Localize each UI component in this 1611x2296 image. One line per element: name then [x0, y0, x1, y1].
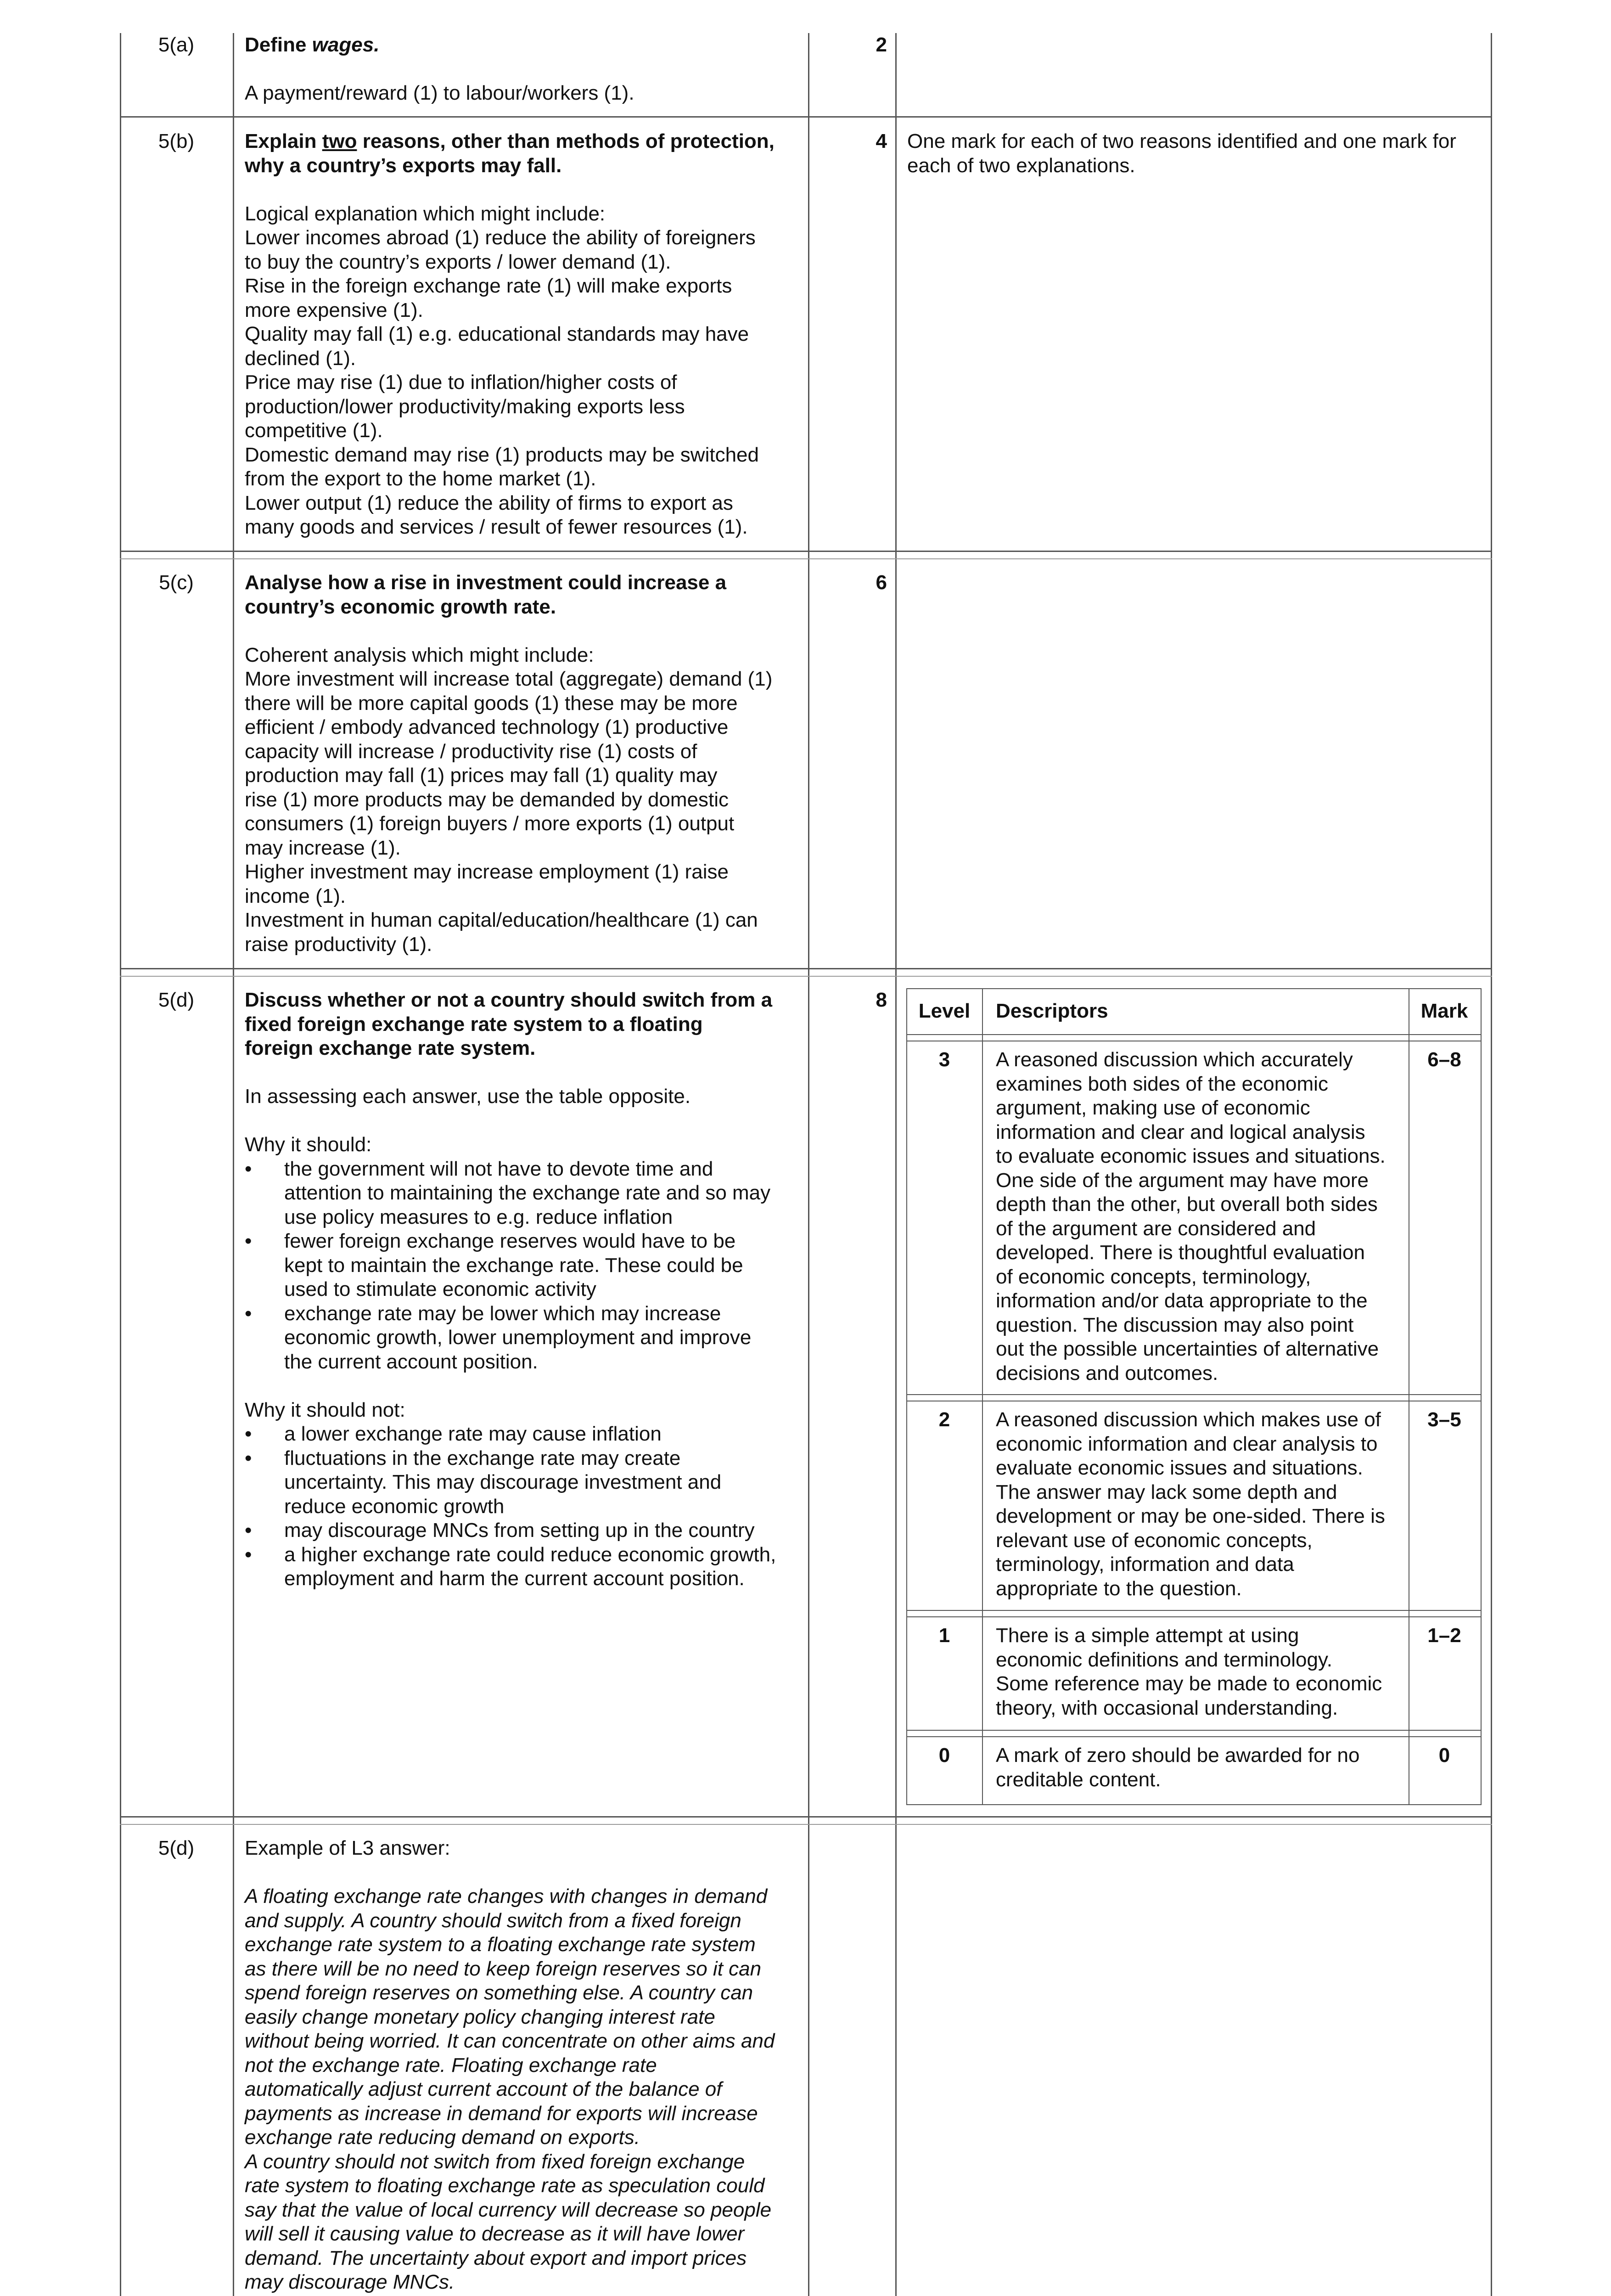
- descriptor-line: out the possible uncertainties of alternative: [996, 1338, 1379, 1360]
- bullet-text-line: use policy measures to e.g. reduce inflation: [284, 1205, 673, 1228]
- example-line: rate system to floating exchange rate as speculation could: [245, 2174, 765, 2197]
- level-number: 1: [938, 1624, 950, 1647]
- bullet-text-line: the government will not have to devote time and: [284, 1157, 713, 1180]
- bullet-text: [284, 1157, 770, 1230]
- answer-line: efficient / embody advanced technology (1) productive: [245, 716, 729, 738]
- question-5d-content: [245, 988, 800, 1591]
- why-should-list: [245, 1157, 800, 1374]
- example-line: payments as increase in demand for exports will increase: [245, 2102, 758, 2125]
- descriptor-line: of economic concepts, terminology,: [996, 1265, 1311, 1288]
- answer-line: more expensive (1).: [245, 298, 423, 321]
- marking-guidance: [907, 129, 1486, 178]
- levels-table-border: [1481, 988, 1482, 1805]
- row-divider: [120, 558, 1492, 559]
- bullet-item: [245, 1446, 800, 1519]
- row-divider: [120, 1816, 1492, 1818]
- descriptor-line: appropriate to the question.: [996, 1577, 1242, 1600]
- marks-value: 4: [876, 130, 887, 152]
- guidance-line: each of two explanations.: [907, 154, 1135, 177]
- levels-table-border: [906, 988, 1482, 989]
- example-answer-text: [245, 1885, 800, 2295]
- row-divider: [120, 551, 1492, 552]
- bullet-icon: •: [245, 1543, 252, 1566]
- bullet-icon: •: [245, 1157, 252, 1180]
- answer-line: from the export to the home market (1).: [245, 467, 596, 490]
- answer-intro: Logical explanation which might include:: [245, 202, 606, 225]
- descriptor-line: developed. There is thoughtful evaluation: [996, 1241, 1365, 1264]
- bullet-text-line: reduce economic growth: [284, 1495, 505, 1518]
- bullet-icon: •: [245, 1230, 252, 1252]
- why-should-heading: Why it should:: [245, 1133, 372, 1156]
- answer-line: Investment in human capital/education/healthcare (1) can: [245, 909, 758, 931]
- level-descriptor: [996, 1744, 1418, 1792]
- bullet-text: [284, 1519, 755, 1543]
- bullet-text-line: kept to maintain the exchange rate. These could be: [284, 1254, 743, 1277]
- answer-line: consumers (1) foreign buyers / more exports (1) output: [245, 812, 735, 835]
- question-text: [245, 988, 800, 1061]
- levels-table-border: [906, 1034, 1482, 1035]
- example-line: without being worried. It can concentrate on other aims and: [245, 2030, 775, 2052]
- level-mark-range: 3–5: [1427, 1408, 1461, 1431]
- question-line: Discuss whether or not a country should switch from a: [245, 989, 773, 1011]
- descriptor-line: Some reference may be made to economic: [996, 1672, 1382, 1695]
- question-text: Define wages.: [245, 34, 380, 56]
- column-divider: [808, 33, 809, 2296]
- answer-line: Lower output (1) reduce the ability of firms to export as: [245, 491, 733, 514]
- answer-line: Rise in the foreign exchange rate (1) will make exports: [245, 275, 732, 297]
- example-line: will sell it causing value to decrease as it will have lower: [245, 2223, 745, 2245]
- why-should-not-heading: Why it should not:: [245, 1398, 405, 1421]
- column-divider: [895, 33, 897, 2296]
- answer-lines: [245, 226, 800, 540]
- levels-table-border: [906, 1394, 1482, 1395]
- descriptor-line: The answer may lack some depth and: [996, 1480, 1337, 1503]
- example-line: demand. The uncertainty about export and import prices: [245, 2246, 747, 2269]
- example-line: A floating exchange rate changes with changes in demand: [245, 1885, 768, 1908]
- descriptor-line: development or may be one-sided. There is: [996, 1505, 1385, 1527]
- bullet-text-line: may discourage MNCs from setting up in the country: [284, 1519, 755, 1542]
- question-number: 5(d): [158, 1837, 195, 1859]
- answer-line: rise (1) more products may be demanded by domestic: [245, 788, 729, 811]
- levels-table-border: [906, 988, 907, 1805]
- answer-line: raise productivity (1).: [245, 933, 432, 956]
- bullet-text: [284, 1543, 776, 1591]
- answer-line: production/lower productivity/making exports less: [245, 395, 685, 418]
- descriptor-line: economic definitions and terminology.: [996, 1648, 1332, 1671]
- descriptor-line: evaluate economic issues and situations.: [996, 1457, 1363, 1479]
- bullet-text-line: exchange rate may be lower which may increase: [284, 1302, 721, 1325]
- levels-header-descriptors: Descriptors: [996, 1000, 1108, 1022]
- column-divider: [120, 33, 121, 2296]
- bullet-item: [245, 1302, 800, 1374]
- level-number: 2: [938, 1408, 950, 1431]
- bullet-icon: •: [245, 1302, 252, 1325]
- bullet-text-line: uncertainty. This may discourage investment and: [284, 1471, 722, 1493]
- levels-table-border: [906, 1736, 1482, 1737]
- question-5c-content: [245, 571, 800, 957]
- column-divider: [1491, 33, 1492, 2296]
- level-descriptor: [996, 1048, 1418, 1385]
- row-divider: [120, 1824, 1492, 1825]
- example-line: may discourage MNCs.: [245, 2271, 455, 2293]
- bullet-icon: •: [245, 1519, 252, 1542]
- levels-table-border: [906, 1610, 1482, 1611]
- question-5b-content: [245, 129, 800, 540]
- level-number: 0: [938, 1744, 950, 1767]
- question-line: fixed foreign exchange rate system to a floating: [245, 1013, 703, 1035]
- answer-line: there will be more capital goods (1) these may be more: [245, 692, 738, 715]
- why-should-not-list: [245, 1422, 800, 1591]
- answer-line: More investment will increase total (aggregate) demand (1): [245, 668, 773, 690]
- question-text: why a country’s exports may fall.: [245, 154, 562, 177]
- question-5a-content: [245, 33, 800, 106]
- row-divider: [120, 116, 1492, 118]
- descriptor-line: One side of the argument may have more: [996, 1169, 1369, 1192]
- level-mark-range: 1–2: [1427, 1624, 1461, 1647]
- levels-header-mark: Mark: [1420, 1000, 1468, 1022]
- descriptor-line: depth than the other, but overall both sides: [996, 1193, 1378, 1216]
- marks-value: 2: [876, 34, 887, 56]
- levels-table-border: [906, 1730, 1482, 1731]
- bullet-text-line: economic growth, lower unemployment and improve: [284, 1326, 752, 1349]
- levels-table-border: [982, 988, 983, 1805]
- level-descriptor: [996, 1408, 1418, 1601]
- bullet-text: [284, 1302, 751, 1374]
- descriptor-line: A reasoned discussion which accurately: [996, 1048, 1353, 1071]
- question-text: Explain two reasons, other than methods of protection,: [245, 130, 775, 152]
- bullet-icon: •: [245, 1446, 252, 1469]
- example-line: exchange rate system to a floating exchange rate system: [245, 1933, 756, 1956]
- answer-line: capacity will increase / productivity rise (1) costs of: [245, 740, 697, 763]
- question-number: 5(c): [159, 571, 194, 594]
- bullet-item: [245, 1543, 800, 1591]
- marks-value: 8: [876, 989, 887, 1011]
- bullet-item: [245, 1519, 800, 1543]
- example-line: say that the value of local currency will decrease so people: [245, 2198, 772, 2221]
- answer-intro: Coherent analysis which might include:: [245, 643, 594, 666]
- answer-line: competitive (1).: [245, 419, 383, 442]
- bullet-item: [245, 1422, 800, 1446]
- level-mark-range: 0: [1438, 1744, 1450, 1767]
- question-number: 5(b): [158, 130, 195, 152]
- bullet-text-line: the current account position.: [284, 1350, 538, 1373]
- example-line: exchange rate reducing demand on exports.: [245, 2126, 640, 2149]
- descriptor-line: examines both sides of the economic: [996, 1072, 1328, 1095]
- answer-line: may increase (1).: [245, 836, 401, 859]
- bullet-text-line: a lower exchange rate may cause inflation: [284, 1423, 662, 1445]
- row-divider: [120, 976, 1492, 977]
- descriptor-line: question. The discussion may also point: [996, 1313, 1354, 1336]
- column-divider: [233, 33, 234, 2296]
- descriptor-line: information and clear and logical analysis: [996, 1120, 1365, 1143]
- question-line: foreign exchange rate system.: [245, 1037, 536, 1059]
- descriptor-line: A reasoned discussion which makes use of: [996, 1408, 1381, 1431]
- bullet-text: [284, 1422, 662, 1446]
- descriptor-line: information and/or data appropriate to the: [996, 1289, 1368, 1312]
- descriptor-line: There is a simple attempt at using: [996, 1624, 1299, 1647]
- bullet-text-line: fewer foreign exchange reserves would have to be: [284, 1230, 736, 1252]
- question-line: Analyse how a rise in investment could increase a: [245, 571, 727, 594]
- bullet-text-line: employment and harm the current account position.: [284, 1567, 745, 1590]
- bullet-item: [245, 1229, 800, 1302]
- answer-line: Higher investment may increase employment (1) raise: [245, 861, 729, 883]
- levels-header-level: Level: [918, 1000, 971, 1022]
- answer-line: declined (1).: [245, 347, 356, 370]
- row-divider: [120, 968, 1492, 969]
- example-line: A country should not switch from fixed foreign exchange: [245, 2150, 745, 2173]
- answer-line: Domestic demand may rise (1) products may be switched: [245, 443, 759, 466]
- marks-value: 6: [876, 571, 887, 594]
- question-text: [245, 571, 800, 619]
- answer-line: Quality may fall (1) e.g. educational standards may have: [245, 323, 749, 345]
- assessment-note: In assessing each answer, use the table opposite.: [245, 1085, 691, 1108]
- question-number: 5(d): [158, 989, 195, 1011]
- example-line: as there will be no need to keep foreign reserves so it can: [245, 1957, 762, 1980]
- example-answer-content: [245, 1836, 800, 2296]
- answer-line: Price may rise (1) due to inflation/higher costs of: [245, 371, 677, 394]
- bullet-text: [284, 1229, 743, 1302]
- descriptor-line: decisions and outcomes.: [996, 1362, 1218, 1384]
- descriptor-line: A mark of zero should be awarded for no: [996, 1744, 1360, 1767]
- descriptor-line: theory, with occasional understanding.: [996, 1696, 1338, 1719]
- descriptor-line: argument, making use of economic: [996, 1097, 1310, 1119]
- descriptor-line: creditable content.: [996, 1768, 1161, 1791]
- answer-line: to buy the country’s exports / lower demand (1).: [245, 250, 671, 273]
- descriptor-line: to evaluate economic issues and situations.: [996, 1145, 1386, 1167]
- answer-line: many goods and services / result of fewer resources (1).: [245, 516, 748, 538]
- example-line: and supply. A country should switch from a fixed foreign: [245, 1909, 741, 1932]
- example-line: not the exchange rate. Floating exchange rate: [245, 2054, 657, 2077]
- bullet-text-line: fluctuations in the exchange rate may create: [284, 1446, 681, 1469]
- example-heading: Example of L3 answer:: [245, 1837, 450, 1859]
- bullet-text: [284, 1446, 721, 1519]
- answer-line: production may fall (1) prices may fall (1) quality may: [245, 764, 718, 787]
- question-line: country’s economic growth rate.: [245, 595, 556, 618]
- answer-line: Lower incomes abroad (1) reduce the ability of foreigners: [245, 226, 756, 249]
- descriptor-line: relevant use of economic concepts,: [996, 1529, 1313, 1552]
- descriptor-line: terminology, information and data: [996, 1553, 1294, 1576]
- answer-text: A payment/reward (1) to labour/workers (1).: [245, 82, 634, 104]
- example-line: easily change monetary policy changing interest rate: [245, 2005, 715, 2028]
- descriptor-line: of the argument are considered and: [996, 1217, 1316, 1240]
- levels-table-border: [906, 1616, 1482, 1617]
- example-line: automatically adjust current account of the balance of: [245, 2078, 722, 2100]
- bullet-text-line: attention to maintaining the exchange rate and so may: [284, 1182, 771, 1204]
- example-line: spend foreign reserves on something else. A country can: [245, 1981, 753, 2004]
- level-number: 3: [938, 1048, 950, 1071]
- guidance-line: One mark for each of two reasons identified and one mark for: [907, 130, 1456, 152]
- levels-table-border: [906, 1804, 1482, 1805]
- level-mark-range: 6–8: [1427, 1048, 1461, 1071]
- answer-line: income (1).: [245, 884, 346, 907]
- bullet-item: [245, 1157, 800, 1230]
- answer-lines: [245, 667, 800, 957]
- bullet-text-line: a higher exchange rate could reduce economic growth,: [284, 1543, 776, 1566]
- bullet-text-line: used to stimulate economic activity: [284, 1278, 596, 1300]
- question-number: 5(a): [158, 34, 195, 56]
- bullet-icon: •: [245, 1423, 252, 1445]
- descriptor-line: economic information and clear analysis to: [996, 1432, 1378, 1455]
- level-descriptor: [996, 1624, 1418, 1720]
